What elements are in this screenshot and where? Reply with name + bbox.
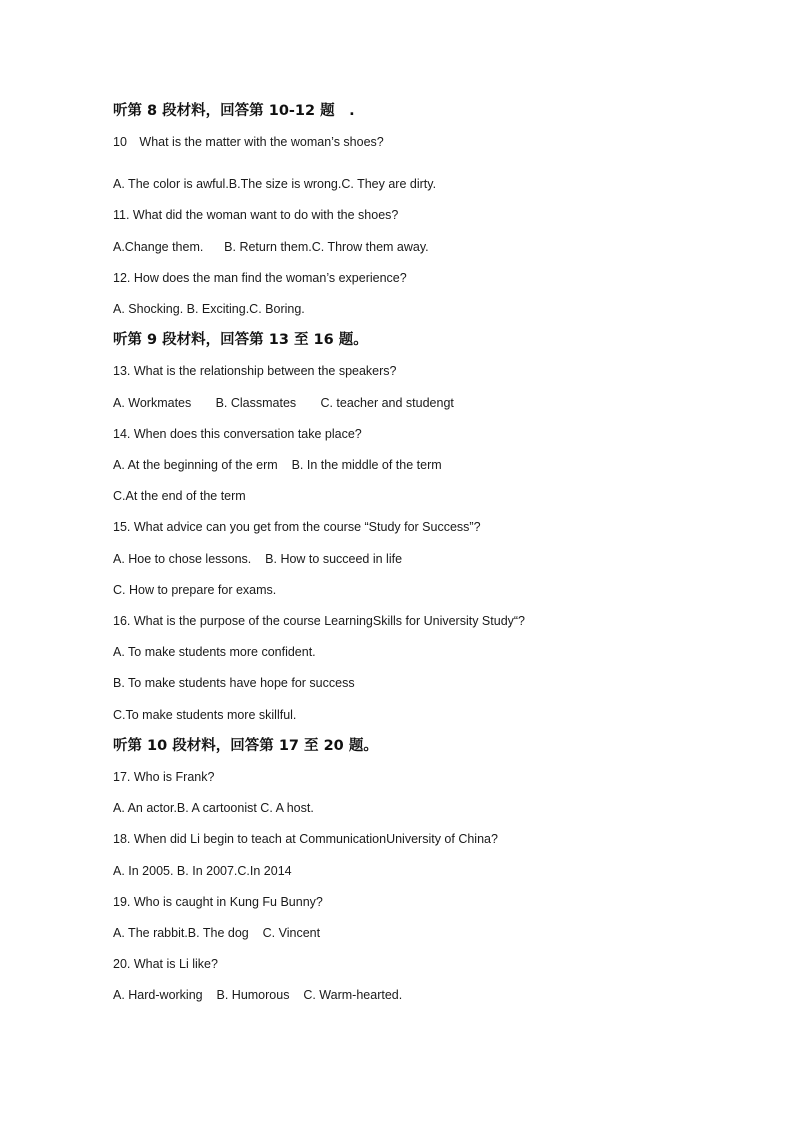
question-14: 14. When does this conversation take place? — [113, 427, 362, 441]
options-12: A. Shocking. B. Exciting.C. Boring. — [113, 302, 305, 316]
option-16-a: A. To make students more confident. — [113, 645, 316, 659]
options-19: A. The rabbit.B. The dog C. Vincent — [113, 926, 321, 940]
option-16-b: B. To make students have hope for success — [113, 676, 355, 690]
question-16: 16. What is the purpose of the course LearningSkills for University Study“? — [113, 614, 526, 628]
options-14-ab: A. At the beginning of the erm B. In the middle of the term — [113, 458, 442, 472]
section-heading-9: 听第 9 段材料，回答第 13 至 16 题。 — [113, 332, 368, 348]
question-15: 15. What advice can you get from the course “Study for Success”? — [113, 520, 481, 534]
question-19: 19. Who is caught in Kung Fu Bunny? — [113, 895, 323, 909]
options-15-c: C. How to prepare for exams. — [113, 583, 277, 597]
options-13: A. Workmates B. Classmates C. teacher and studengt — [113, 396, 454, 410]
options-20: A. Hard-working B. Humorous C. Warm-hearted. — [113, 988, 403, 1002]
question-12: 12. How does the man find the woman’s experience? — [113, 271, 407, 285]
options-18: A. In 2005. B. In 2007.C.In 2014 — [113, 864, 292, 878]
options-15-ab: A. Hoe to chose lessons. B. How to succeed in life — [113, 552, 403, 566]
options-14-c: C.At the end of the term — [113, 489, 246, 503]
question-20: 20. What is Li like? — [113, 957, 218, 971]
option-16-c: C.To make students more skillful. — [113, 708, 297, 722]
section-heading-8: 听第 8 段材料，回答第 10-12 题 . — [113, 103, 355, 119]
options-17: A. An actor.B. A cartoonist C. A host. — [113, 801, 314, 815]
options-10: A. The color is awful.B.The size is wrong.C. They are dirty. — [113, 177, 437, 191]
question-10: 10 What is the matter with the woman’s shoes? — [113, 135, 384, 149]
question-18: 18. When did Li begin to teach at CommunicationUniversity of China? — [113, 832, 498, 846]
options-11: A.Change them. B. Return them.C. Throw them away. — [113, 240, 429, 254]
question-13: 13. What is the relationship between the speakers? — [113, 364, 397, 378]
section-heading-10: 听第 10 段材料，回答第 17 至 20 题。 — [113, 738, 378, 754]
question-11: 11. What did the woman want to do with the shoes? — [113, 208, 399, 222]
question-17: 17. Who is Frank? — [113, 770, 215, 784]
